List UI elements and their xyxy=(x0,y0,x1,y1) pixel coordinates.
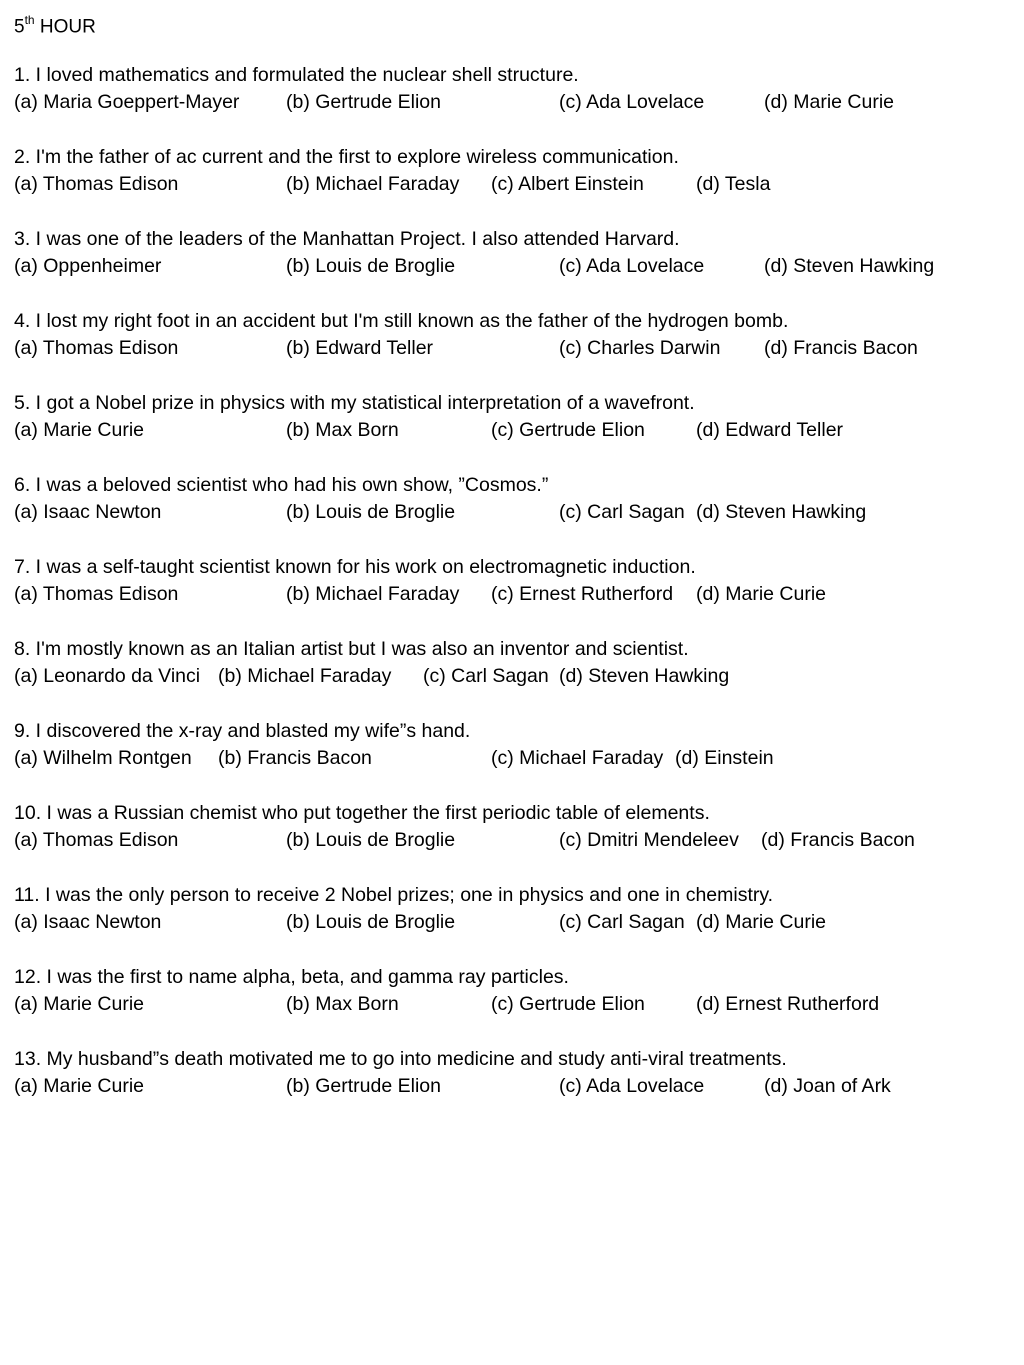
option-d: (d) Tesla xyxy=(696,173,771,195)
answer-options xyxy=(14,910,1004,936)
answer-options xyxy=(14,992,1004,1018)
option-c: (c) Michael Faraday xyxy=(491,747,664,769)
option-b: (b) Gertrude Elion xyxy=(286,91,441,113)
option-b: (b) Michael Faraday xyxy=(286,173,460,195)
question-text: 1. I loved mathematics and formulated the nuclear shell structure. xyxy=(14,64,579,86)
question-13 xyxy=(14,1047,1004,1107)
question-11 xyxy=(14,883,1004,943)
question-text: 10. I was a Russian chemist who put together the first periodic table of elements. xyxy=(14,802,710,824)
question-text: 9. I discovered the x-ray and blasted my wife”s hand. xyxy=(14,720,471,742)
answer-options xyxy=(14,172,1004,198)
question-text: 3. I was one of the leaders of the Manhattan Project. I also attended Harvard. xyxy=(14,228,680,250)
question-text: 12. I was the first to name alpha, beta, and gamma ray particles. xyxy=(14,966,569,988)
option-b: (b) Louis de Broglie xyxy=(286,501,456,523)
option-b: (b) Max Born xyxy=(286,993,399,1015)
option-d: (d) Edward Teller xyxy=(696,419,844,441)
option-a: (a) Isaac Newton xyxy=(14,501,162,523)
option-b: (b) Louis de Broglie xyxy=(286,911,456,933)
question-text: 11. I was the only person to receive 2 Nobel prizes; one in physics and one in chemistry. xyxy=(14,884,774,906)
question-8 xyxy=(14,637,1004,697)
option-c: (c) Gertrude Elion xyxy=(491,419,645,441)
option-c: (c) Charles Darwin xyxy=(559,337,721,359)
question-text: 8. I'm mostly known as an Italian artist but I was also an inventor and scientist. xyxy=(14,638,689,660)
option-a: (a) Thomas Edison xyxy=(14,173,179,195)
answer-options xyxy=(14,336,1004,362)
option-d: (d) Marie Curie xyxy=(764,91,895,113)
option-a: (a) Thomas Edison xyxy=(14,829,179,851)
option-d: (d) Francis Bacon xyxy=(764,337,918,359)
option-a: (a) Isaac Newton xyxy=(14,911,162,933)
option-a: (a) Wilhelm Rontgen xyxy=(14,747,192,769)
option-b: (b) Michael Faraday xyxy=(218,665,392,687)
answer-options xyxy=(14,418,1004,444)
option-d: (d) Ernest Rutherford xyxy=(696,993,880,1015)
answer-options xyxy=(14,828,1004,854)
option-b: (b) Edward Teller xyxy=(286,337,434,359)
question-text: 5. I got a Nobel prize in physics with my statistical interpretation of a wavefront. xyxy=(14,392,695,414)
answer-options xyxy=(14,254,1004,280)
option-b: (b) Louis de Broglie xyxy=(286,829,456,851)
answer-options xyxy=(14,500,1004,526)
option-c: (c) Ada Lovelace xyxy=(559,91,705,113)
page-title-number: 5 xyxy=(14,16,25,38)
question-6 xyxy=(14,473,1004,533)
question-5 xyxy=(14,391,1004,451)
option-c: (c) Ada Lovelace xyxy=(559,255,705,277)
option-d: (d) Marie Curie xyxy=(696,583,827,605)
question-7 xyxy=(14,555,1004,615)
option-d: (d) Steven Hawking xyxy=(696,501,867,523)
option-c: (c) Carl Sagan xyxy=(559,501,685,523)
option-d: (d) Francis Bacon xyxy=(761,829,915,851)
option-c: (c) Ada Lovelace xyxy=(559,1075,705,1097)
option-a: (a) Leonardo da Vinci xyxy=(14,665,201,687)
option-a: (a) Marie Curie xyxy=(14,993,145,1015)
option-c: (c) Albert Einstein xyxy=(491,173,644,195)
answer-options xyxy=(14,664,1004,690)
answer-options xyxy=(14,582,1004,608)
question-10 xyxy=(14,801,1004,861)
option-b: (b) Michael Faraday xyxy=(286,583,460,605)
option-d: (d) Steven Hawking xyxy=(764,255,935,277)
answer-options xyxy=(14,1074,1004,1100)
option-c: (c) Carl Sagan xyxy=(423,665,549,687)
question-4 xyxy=(14,309,1004,369)
page-title-superscript: th xyxy=(24,13,35,27)
page-title xyxy=(14,9,96,39)
option-a: (a) Marie Curie xyxy=(14,419,145,441)
option-b: (b) Gertrude Elion xyxy=(286,1075,441,1097)
answer-options xyxy=(14,90,1004,116)
answer-options xyxy=(14,746,1004,772)
question-text: 7. I was a self-taught scientist known for his work on electromagnetic induction. xyxy=(14,556,696,578)
option-d: (d) Marie Curie xyxy=(696,911,827,933)
option-b: (b) Max Born xyxy=(286,419,399,441)
question-text: 6. I was a beloved scientist who had his own show, ”Cosmos.” xyxy=(14,474,549,496)
option-c: (c) Dmitri Mendeleev xyxy=(559,829,739,851)
option-a: (a) Marie Curie xyxy=(14,1075,145,1097)
option-c: (c) Ernest Rutherford xyxy=(491,583,674,605)
question-3 xyxy=(14,227,1004,287)
question-text: 13. My husband”s death motivated me to go into medicine and study anti-viral treatments. xyxy=(14,1048,787,1070)
option-a: (a) Thomas Edison xyxy=(14,337,179,359)
option-a: (a) Oppenheimer xyxy=(14,255,162,277)
option-a: (a) Thomas Edison xyxy=(14,583,179,605)
question-1 xyxy=(14,63,1004,123)
question-text: 2. I'm the father of ac current and the first to explore wireless communication. xyxy=(14,146,679,168)
option-b: (b) Louis de Broglie xyxy=(286,255,456,277)
question-text: 4. I lost my right foot in an accident but I'm still known as the father of the hydrogen bomb. xyxy=(14,310,789,332)
option-c: (c) Gertrude Elion xyxy=(491,993,645,1015)
option-d: (d) Einstein xyxy=(675,747,774,769)
question-12 xyxy=(14,965,1004,1025)
option-d: (d) Steven Hawking xyxy=(559,665,730,687)
question-2 xyxy=(14,145,1004,205)
option-c: (c) Carl Sagan xyxy=(559,911,685,933)
option-b: (b) Francis Bacon xyxy=(218,747,372,769)
question-9 xyxy=(14,719,1004,779)
option-d: (d) Joan of Ark xyxy=(764,1075,891,1097)
option-a: (a) Maria Goeppert-Mayer xyxy=(14,91,240,113)
page-title-text: HOUR xyxy=(34,16,96,38)
